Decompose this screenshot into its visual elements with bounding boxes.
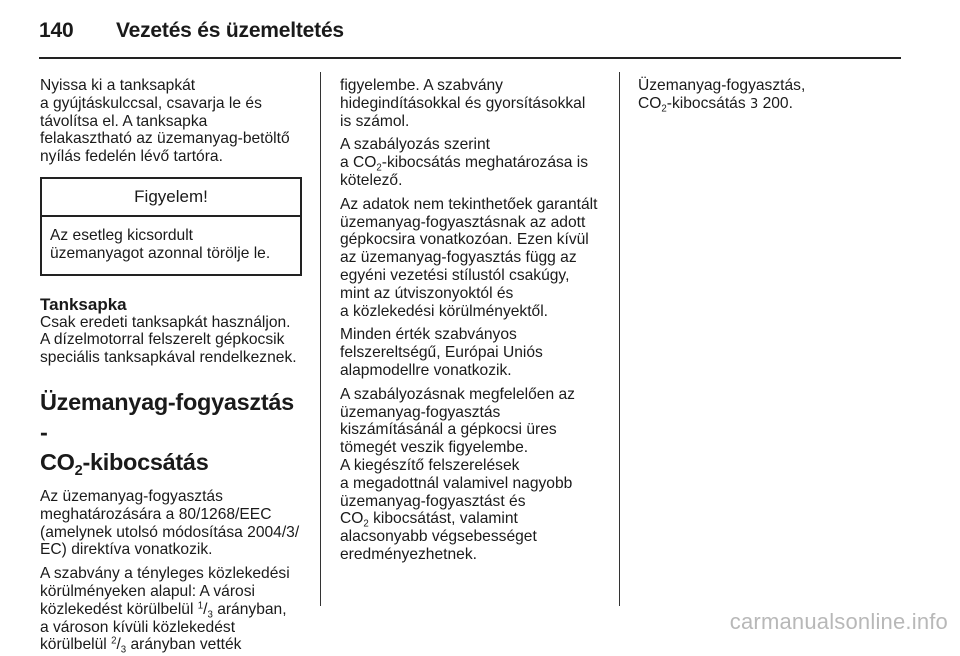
tanksapka-paragraph [40, 314, 302, 367]
text-line: eredményezhetnek. [340, 545, 477, 563]
column-divider [619, 72, 620, 606]
text-line: közlekedést körülbelül [40, 600, 198, 618]
subheading-tanksapka: Tanksapka [40, 294, 127, 314]
text-line: is számol. [340, 112, 410, 130]
text-line: A kiegészítő felszerelések [340, 456, 520, 474]
page-number: 140 [39, 19, 74, 42]
text-line: üzemanyag-fogyasztásnak az adott [340, 213, 586, 231]
page-reference-arrow-icon: 3 [749, 96, 759, 112]
text-line: meghatározására a 80/1268/EEC [40, 505, 272, 523]
column-1 [40, 77, 302, 654]
heading-kibocsatas: -kibocsátás [82, 448, 209, 475]
text-line: üzemanyag-fogyasztás [340, 403, 501, 421]
warning-box [40, 177, 302, 276]
text-line: alacsonyabb végsebességet [340, 528, 537, 546]
text-line: (amelynek utolsó módosítása 2004/3/ [40, 523, 300, 541]
text-line: Az üzemanyag-fogyasztás [40, 487, 223, 505]
text-line: arányban vették [126, 636, 242, 654]
text-line: CO [340, 510, 364, 528]
page-reference-link[interactable]: 200. [758, 94, 793, 112]
subscript: 2 [376, 162, 382, 174]
text-line: -kibocsátás [666, 94, 750, 112]
cross-reference [638, 77, 900, 114]
text-line: a gyújtáskulccsal, csavarja le és [40, 94, 262, 112]
text-line: Az esetleg kicsordult [50, 226, 194, 244]
text-line: A szabályozás szerint [340, 136, 490, 154]
text-line: Minden érték szabványos [340, 326, 517, 344]
text-line: speciális tanksapkával rendelkeznek. [40, 349, 297, 367]
text-line: az üzemanyag-fogyasztás függ az [340, 249, 577, 267]
text-line: üzemanyag-fogyasztást és [340, 492, 526, 510]
text-line: A szabályozásnak megfelelően az [340, 385, 575, 403]
header-rule [39, 57, 901, 59]
column-divider [320, 72, 321, 606]
text-line: A szabvány a tényleges közlekedési [40, 565, 290, 583]
subscript: 2 [661, 103, 667, 115]
text-line: körülbelül [40, 636, 112, 654]
text-line: felakasztható az üzemanyag-betöltő [40, 130, 290, 148]
watermark: carmanualsonline.info [729, 609, 948, 634]
text-line: hidegindításokkal és gyorsításokkal [340, 94, 586, 112]
subscript: 2 [363, 518, 369, 530]
fraction-denominator: 3 [207, 609, 213, 621]
text-line: arányban, [212, 600, 287, 618]
text-line: tömegét veszik figyelembe. [340, 439, 529, 457]
paragraph [340, 196, 606, 321]
page-header [39, 14, 901, 50]
text-line: Az adatok nem tekinthetőek garantált [340, 195, 598, 213]
text-line: -kibocsátás meghatározása is [381, 154, 589, 172]
text-line: a megadottnál valamivel nagyobb [340, 474, 573, 492]
text-line: figyelembe. A szabvány [340, 77, 503, 94]
text-line: üzemanyagot azonnal törölje le. [50, 244, 271, 262]
column-3 [638, 77, 900, 114]
warning-title: Figyelem! [42, 179, 300, 217]
text-line: Üzemanyag-fogyasztás, [638, 77, 806, 94]
text-line: a CO [340, 154, 377, 172]
text-line: EC) direktíva vonatkozik. [40, 541, 213, 559]
text-line: körülményeken alapul: A városi [40, 582, 255, 600]
fraction-denominator: 3 [120, 644, 127, 656]
text-line: távolítsa el. A tanksapka [40, 112, 208, 130]
column-2 [340, 77, 606, 564]
text-line: Csak eredeti tanksapkát használjon. [40, 313, 291, 331]
text-line: kiszámításánál a gépkocsi üres [340, 421, 557, 439]
text-line: kötelező. [340, 171, 403, 189]
text-line: Nyissa ki a tanksapkát [40, 77, 196, 94]
standard-paragraph: A szabvány a tényleges közlekedési körülményeken alapul: A városi közlekedést körülbelül $^1/_3$ arányban, a városon kívüli közlekedést körülbelül $^2/_3$ arányban vették [40, 565, 290, 656]
text-line: felszereltségű, Európai Uniós [340, 344, 543, 362]
text-line: mint az útviszonyoktól és [340, 284, 514, 302]
section-title: Vezetés és üzemeltetés [116, 19, 344, 42]
heading-co: CO [40, 448, 75, 475]
paragraph [340, 136, 606, 189]
text-line: a közlekedési körülményektől. [340, 302, 549, 320]
text-line: kibocsátást, valamint [368, 510, 518, 528]
section-heading [40, 387, 302, 480]
fraction-numerator: 1 [197, 600, 204, 612]
heading-subscript: 2 [74, 463, 83, 480]
warning-body [42, 217, 300, 274]
directive-paragraph [40, 488, 302, 559]
paragraph [340, 386, 606, 564]
heading-line-1: Üzemanyag-fogyasztás - [40, 388, 294, 445]
intro-paragraph [40, 77, 302, 166]
text-line: a városon kívüli közlekedést [40, 618, 236, 636]
text-line: alapmodellre vonatkozik. [340, 361, 512, 379]
fraction-numerator: 2 [111, 636, 117, 648]
text-line: CO [638, 94, 662, 112]
text-line: egyéni vezetési stílustól csakúgy, [340, 266, 570, 284]
paragraph [340, 77, 606, 130]
text-line: gépkocsira vonatkozóan. Ezen kívül [340, 231, 589, 249]
text-line: nyílás fedelén lévő tartóra. [40, 148, 223, 166]
text-line: A dízelmotorral felszerelt gépkocsik [40, 331, 285, 349]
paragraph [340, 326, 606, 379]
